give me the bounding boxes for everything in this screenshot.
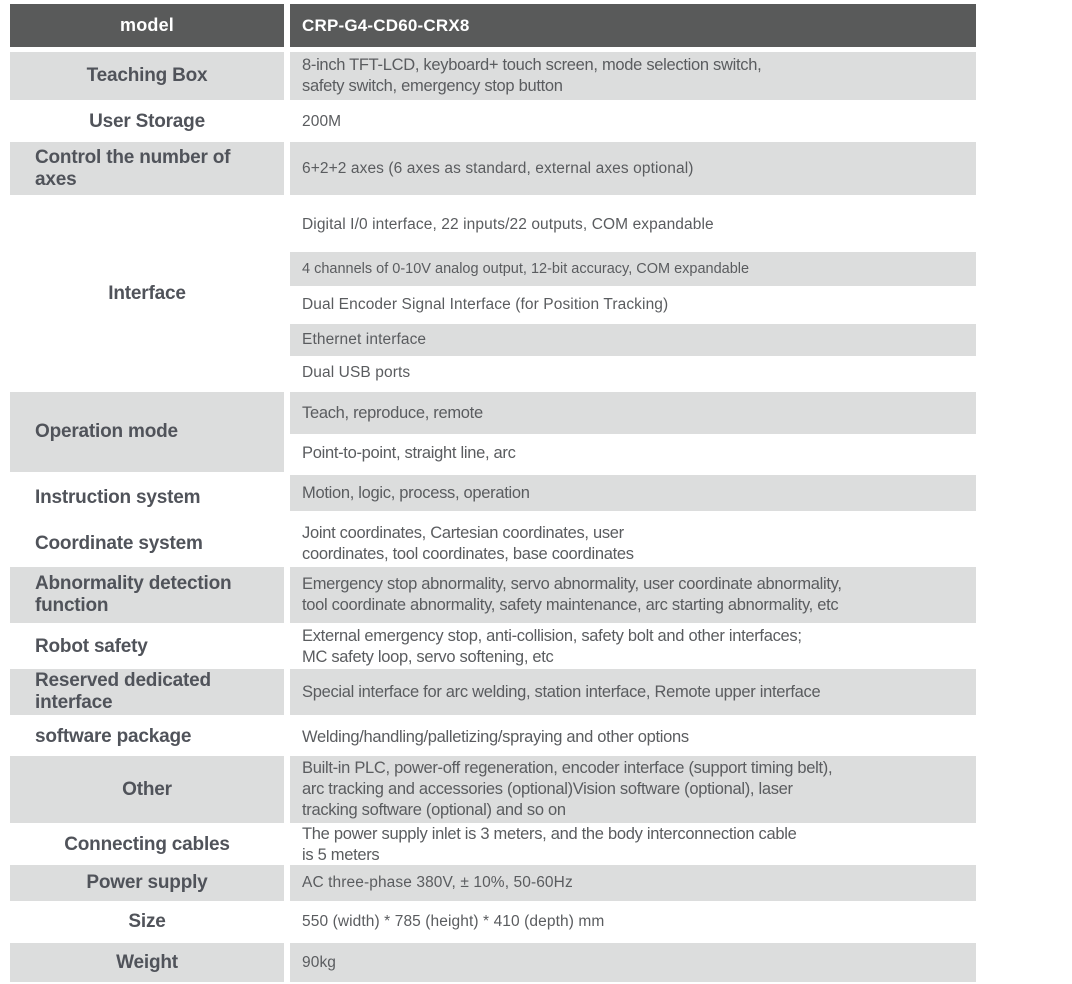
row-values-software-package xyxy=(290,718,976,756)
row-label-coordinate-system xyxy=(10,521,284,567)
row-values-coordinate-system xyxy=(290,521,976,567)
row-value-line: Emergency stop abnormality, servo abnormality, user coordinate abnormality, xyxy=(302,575,842,593)
row-value-user-storage-0 xyxy=(290,103,976,140)
row-label-line: Operation mode xyxy=(35,421,178,442)
row-values-model xyxy=(290,4,976,47)
row-value-line: CRP-G4-CD60-CRX8 xyxy=(302,15,470,35)
row-values-other xyxy=(290,756,976,823)
row-label-line: Weight xyxy=(116,951,178,973)
row-values-interface xyxy=(290,198,976,390)
row-value-line: 8-inch TFT-LCD, keyboard+ touch screen, mode selection switch, xyxy=(302,56,762,74)
row-value-coordinate-system-0 xyxy=(290,521,976,567)
row-label-control-axes xyxy=(10,142,284,195)
row-value-line: The power supply inlet is 3 meters, and the body interconnection cable xyxy=(302,824,797,843)
row-values-weight xyxy=(290,943,976,982)
row-label-line: Power supply xyxy=(86,872,208,893)
row-label-line: Size xyxy=(128,911,166,932)
row-value-interface-4 xyxy=(290,356,976,390)
row-value-line: 550 (width) * 785 (height) * 410 (depth) mm xyxy=(302,913,605,930)
row-label-interface xyxy=(10,198,284,390)
row-value-line: Welding/handling/palletizing/spraying and other options xyxy=(302,727,689,746)
spec-table xyxy=(10,4,976,982)
row-label-software-package xyxy=(10,718,284,756)
row-value-line: 90kg xyxy=(302,953,337,971)
row-value-line: tracking software (optional) and so on xyxy=(302,801,566,819)
row-label-line: Coordinate system xyxy=(35,533,203,554)
row-label-line: Control the number of xyxy=(35,146,231,168)
row-label-line: interface xyxy=(35,692,113,713)
row-label-line: Robot safety xyxy=(35,636,148,657)
row-value-line: 200M xyxy=(302,112,342,130)
row-value-weight-0 xyxy=(290,943,976,982)
spec-row-reserved-interface xyxy=(10,669,976,715)
row-values-control-axes xyxy=(290,142,976,195)
spec-row-model xyxy=(10,4,976,47)
row-label-line: axes xyxy=(35,168,77,190)
row-value-robot-safety-0 xyxy=(290,627,976,667)
row-value-interface-1 xyxy=(290,252,976,286)
spec-row-connecting-cables xyxy=(10,826,976,863)
spec-row-user-storage xyxy=(10,103,976,140)
row-label-reserved-interface xyxy=(10,669,284,715)
row-label-line: model xyxy=(119,15,174,35)
row-value-line: Built-in PLC, power-off regeneration, encoder interface (support timing belt), xyxy=(302,759,833,777)
spec-row-abnormality-detection xyxy=(10,567,976,623)
row-values-user-storage xyxy=(290,103,976,140)
row-label-line: User Storage xyxy=(89,110,205,132)
row-value-line: Point-to-point, straight line, arc xyxy=(302,443,516,462)
row-label-line: Connecting cables xyxy=(64,833,230,855)
row-label-line: Instruction system xyxy=(35,487,201,508)
row-value-line: Joint coordinates, Cartesian coordinates, user xyxy=(302,524,624,542)
row-value-instruction-system-1 xyxy=(290,511,976,521)
row-label-model xyxy=(10,4,284,47)
row-label-line: Reserved dedicated xyxy=(35,670,211,691)
row-label-line: function xyxy=(35,595,109,616)
row-values-robot-safety xyxy=(290,627,976,667)
row-value-line: coordinates, tool coordinates, base coordinates xyxy=(302,545,634,563)
row-label-abnormality-detection xyxy=(10,567,284,623)
row-value-line: Motion, logic, process, operation xyxy=(302,483,530,502)
row-value-line: Dual Encoder Signal Interface (for Position Tracking) xyxy=(302,296,669,313)
spec-row-operation-mode xyxy=(10,392,976,472)
spec-row-instruction-system xyxy=(10,475,976,521)
row-values-operation-mode xyxy=(290,392,976,472)
row-label-connecting-cables xyxy=(10,826,284,863)
spec-row-size xyxy=(10,904,976,940)
row-value-operation-mode-1 xyxy=(290,434,976,472)
row-value-interface-0 xyxy=(290,198,976,252)
row-values-instruction-system xyxy=(290,475,976,521)
row-value-interface-2 xyxy=(290,286,976,324)
spec-row-power-supply xyxy=(10,865,976,901)
row-value-instruction-system-0 xyxy=(290,475,976,511)
row-label-size xyxy=(10,904,284,940)
spec-row-software-package xyxy=(10,718,976,756)
spec-row-teaching-box xyxy=(10,52,976,100)
row-values-abnormality-detection xyxy=(290,567,976,623)
row-values-size xyxy=(290,904,976,940)
row-label-teaching-box xyxy=(10,52,284,100)
row-label-line: Teaching Box xyxy=(86,65,208,86)
row-value-line: is 5 meters xyxy=(302,845,380,864)
row-values-power-supply xyxy=(290,865,976,901)
row-value-reserved-interface-0 xyxy=(290,669,976,715)
row-label-weight xyxy=(10,943,284,982)
row-value-abnormality-detection-0 xyxy=(290,567,976,623)
row-values-teaching-box xyxy=(290,52,976,100)
row-value-software-package-0 xyxy=(290,718,976,756)
row-label-user-storage xyxy=(10,103,284,140)
row-value-line: Ethernet interface xyxy=(302,331,427,348)
row-label-line: Interface xyxy=(108,283,186,304)
row-label-instruction-system xyxy=(10,475,284,521)
row-label-robot-safety xyxy=(10,627,284,667)
spec-row-robot-safety xyxy=(10,627,976,667)
row-value-line: safety switch, emergency stop button xyxy=(302,77,563,95)
row-value-interface-3 xyxy=(290,324,976,356)
row-value-model-0 xyxy=(290,4,976,47)
row-value-operation-mode-0 xyxy=(290,392,976,434)
row-value-line: 6+2+2 axes (6 axes as standard, external axes optional) xyxy=(302,159,694,177)
row-value-teaching-box-0 xyxy=(290,52,976,100)
spec-row-interface xyxy=(10,198,976,390)
row-value-line: MC safety loop, servo softening, etc xyxy=(302,648,554,666)
spec-row-coordinate-system xyxy=(10,521,976,567)
row-value-line: 4 channels of 0-10V analog output, 12-bit accuracy, COM expandable xyxy=(302,260,750,277)
row-label-line: software package xyxy=(35,726,192,747)
row-value-line: Digital I/0 interface, 22 inputs/22 outputs, COM expandable xyxy=(302,216,714,233)
spec-row-other xyxy=(10,756,976,823)
row-value-size-0 xyxy=(290,904,976,940)
row-values-reserved-interface xyxy=(290,669,976,715)
row-value-power-supply-0 xyxy=(290,865,976,901)
row-label-line: Abnormality detection xyxy=(35,573,232,594)
row-value-line: Dual USB ports xyxy=(302,364,411,381)
row-value-line: arc tracking and accessories (optional)Vision software (optional), laser xyxy=(302,780,793,798)
row-values-connecting-cables xyxy=(290,826,976,863)
row-value-other-0 xyxy=(290,756,976,823)
spec-row-weight xyxy=(10,943,976,982)
row-label-other xyxy=(10,756,284,823)
row-value-line: External emergency stop, anti-collision, safety bolt and other interfaces; xyxy=(302,627,802,645)
row-value-line: AC three-phase 380V, ± 10%, 50-60Hz xyxy=(302,874,573,891)
row-value-line: tool coordinate abnormality, safety maintenance, arc starting abnormality, etc xyxy=(302,596,839,614)
row-label-power-supply xyxy=(10,865,284,901)
row-value-control-axes-0 xyxy=(290,142,976,195)
spec-row-control-axes xyxy=(10,142,976,195)
row-label-operation-mode xyxy=(10,392,284,472)
row-value-line: Teach, reproduce, remote xyxy=(302,403,483,422)
row-label-line: Other xyxy=(122,778,172,800)
row-value-line: Special interface for arc welding, station interface, Remote upper interface xyxy=(302,682,821,701)
row-value-connecting-cables-0 xyxy=(290,826,976,863)
